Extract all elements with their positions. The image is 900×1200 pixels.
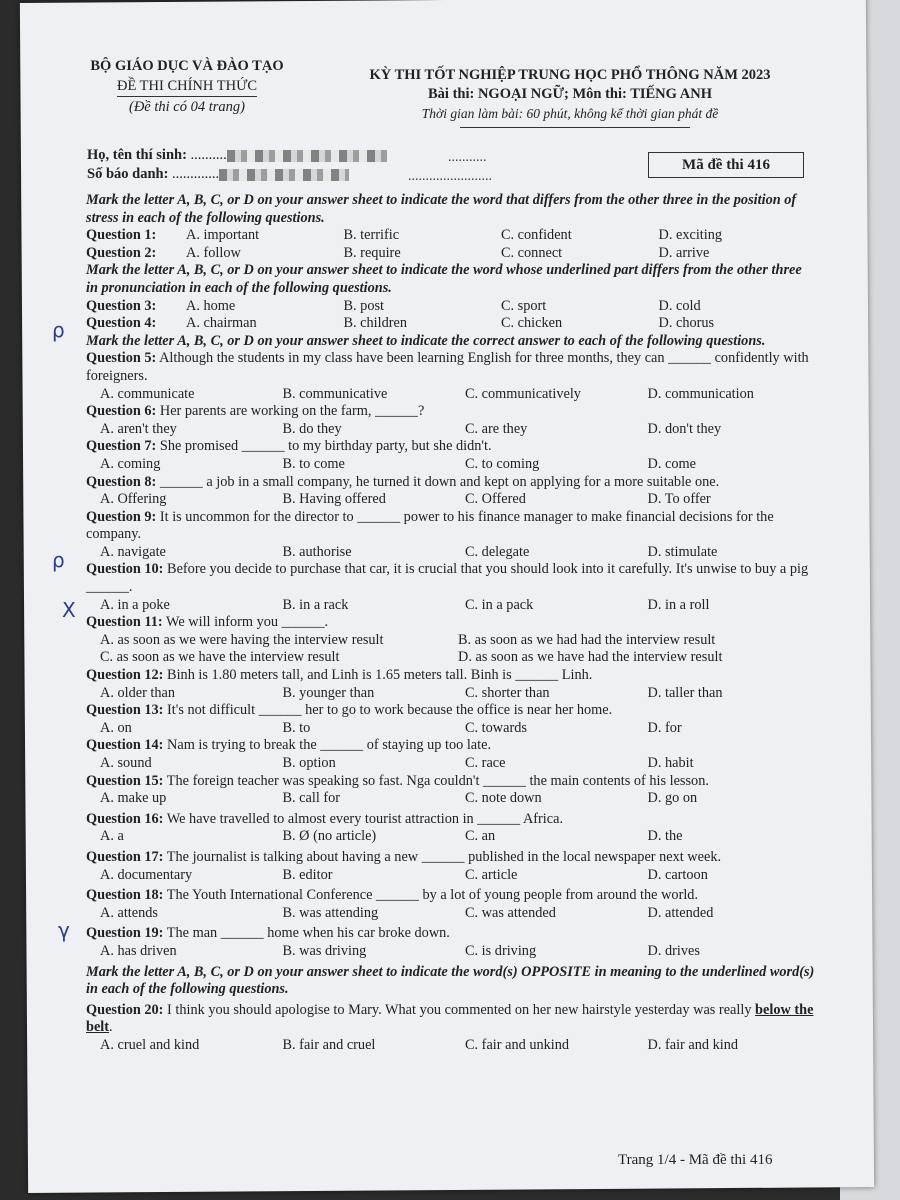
answer-option-d: D. communication: [647, 385, 754, 402]
question-row: [86, 298, 816, 316]
answer-option-a: A. documentary: [100, 866, 193, 883]
answer-option-d: D. come: [647, 455, 696, 472]
answer-option-d: D. stimulate: [647, 543, 718, 560]
question-block: [86, 350, 816, 403]
section3-instruction: Mark the letter A, B, C, or D on your answer sheet to indicate the correct answer to each of the following questions.: [86, 332, 766, 349]
answer-option-c: C. towards: [465, 719, 527, 736]
answer-option: D. chorus: [658, 315, 715, 332]
page-count: (Đề thi có 04 trang): [129, 99, 245, 115]
answer-option: D. exciting: [658, 227, 723, 244]
answer-option: C. connect: [501, 244, 563, 261]
answer-option: A. chairman: [186, 315, 257, 332]
question-label: Question 14:: [86, 737, 164, 754]
answer-option: C. confident: [501, 227, 572, 244]
answer-option-b: B. was driving: [282, 942, 367, 959]
question-label: Question 7:: [86, 438, 157, 455]
answer-option-b: B. call for: [282, 790, 341, 807]
question-label: Question 8:: [86, 473, 157, 490]
q20-option-b: B. fair and cruel: [282, 1036, 376, 1053]
handwritten-mark: γ: [58, 918, 70, 942]
question-text: We will inform you ______.: [166, 614, 329, 631]
answer-option: D. cold: [658, 297, 701, 314]
answer-option-b: B. in a rack: [282, 596, 349, 613]
question-text: It's not difficult ______ her to go to work because the office is near her home.: [167, 702, 613, 719]
q20-option-c: C. fair and unkind: [465, 1036, 570, 1053]
question-label: Question 11:: [86, 614, 163, 631]
question-text: The foreign teacher was speaking so fast. Nga couldn't ______ the main contents of his lesson.: [166, 772, 709, 789]
answer-option-a: A. Offering: [100, 491, 167, 508]
ministry-name: BỘ GIÁO DỤC VÀ ĐÀO TẠO: [90, 58, 284, 74]
question-block: [86, 887, 816, 925]
answer-option-d: D. go on: [647, 790, 698, 807]
question-label: Question 9:: [86, 508, 157, 525]
answer-option-b: B. to: [282, 719, 311, 736]
answer-option: C. sport: [501, 297, 547, 314]
answer-option-d: D. drives: [647, 942, 700, 959]
question-label: Question 10:: [86, 561, 164, 578]
exam-code-box: Mã đề thi 416: [648, 152, 804, 178]
answer-option-c: C. is driving: [465, 942, 537, 959]
answer-option-b: B. Having offered: [282, 491, 386, 508]
answer-option-c: C. note down: [465, 790, 542, 807]
answer-option-c: C. are they: [465, 420, 528, 437]
answer-option-a: A. as soon as we were having the interview result: [100, 631, 384, 648]
question-text: It is uncommon for the director to ______ power to his finance manager to make financial decisions for the company.: [86, 508, 774, 543]
question-label: Question 6:: [86, 403, 157, 420]
question-label: Question 3:: [86, 297, 157, 314]
answer-option-a: A. communicate: [100, 385, 195, 402]
question-label: Question 13:: [86, 702, 164, 719]
question-label: Question 15:: [86, 772, 164, 789]
question-text: The journalist is talking about having a new ______ published in the local newspaper next week.: [166, 848, 722, 865]
section1-questions: [86, 227, 816, 262]
answer-option-d: D. for: [647, 719, 682, 736]
question-label: Question 12:: [86, 667, 164, 684]
question-label: Question 1:: [86, 227, 157, 244]
question-block: [86, 811, 816, 849]
question-label: Question 5:: [86, 350, 157, 367]
answer-option-c: C. article: [465, 866, 518, 883]
name-label: Họ, tên thí sinh:: [87, 147, 187, 163]
answer-option: A. important: [186, 227, 260, 244]
exam-title: KỲ THI TỐT NGHIỆP TRUNG HỌC PHỔ THÔNG NĂM 2023: [369, 67, 771, 83]
question-label: Question 19:: [86, 925, 164, 942]
answer-option-b: B. do they: [282, 420, 342, 437]
answer-option-a: A. older than: [100, 684, 176, 701]
question-text: ______ a job in a small company, he turned it down and kept on applying for a more suitable one.: [159, 473, 720, 490]
question-block: [86, 925, 816, 963]
question-block: [86, 561, 816, 614]
section1-instruction: Mark the letter A, B, C, or D on your answer sheet to indicate the word that differs from the other three in the position of stress in each of the following questions.: [86, 192, 797, 226]
question-text: She promised ______ to my birthday party, but she didn't.: [159, 438, 492, 455]
official-label: ĐỀ THI CHÍNH THỨC: [82, 76, 292, 97]
question-label: Question 16:: [86, 810, 164, 827]
redacted-name: [227, 150, 387, 162]
section4-instruction: Mark the letter A, B, C, or D on your answer sheet to indicate the word(s) OPPOSITE in meaning to the underlined word(s) in each of the following questions.: [86, 963, 815, 998]
answer-option: B. post: [343, 297, 385, 314]
question-block: [86, 403, 816, 438]
answer-option-c: C. in a pack: [465, 596, 534, 613]
q20-option-a: A. cruel and kind: [100, 1036, 200, 1053]
answer-option: D. arrive: [658, 244, 710, 261]
answer-option-b: B. authorise: [282, 543, 352, 560]
answer-option: B. children: [343, 315, 408, 332]
answer-option-c: C. was attended: [465, 904, 556, 921]
answer-option-a: A. sound: [100, 755, 152, 771]
answer-option-c: C. Offered: [465, 491, 526, 508]
question-text: The man ______ home when his car broke down.: [166, 925, 450, 942]
question-20-options: [86, 1037, 816, 1055]
answer-option-d: D. in a roll: [647, 596, 710, 613]
answer-option-b: B. younger than: [282, 684, 375, 701]
exam-content: [86, 192, 816, 1055]
answer-option: A. follow: [186, 244, 241, 261]
answer-option-b: B. Ø (no article): [282, 828, 377, 845]
question-block: [86, 702, 816, 737]
answer-option-c: C. an: [465, 828, 496, 845]
answer-option: A. home: [186, 297, 236, 314]
answer-option-b: B. editor: [282, 866, 333, 883]
question-row: [86, 245, 816, 263]
answer-option-c: C. delegate: [465, 543, 530, 560]
answer-option-b: B. to come: [282, 455, 345, 472]
answer-option-b: B. as soon as we had had the interview result: [458, 631, 716, 648]
answer-option-b: B. communicative: [282, 385, 388, 402]
answer-option-d: D. To offer: [647, 491, 711, 508]
header-rule: [460, 127, 690, 128]
question-block: [86, 438, 816, 473]
answer-option-c: C. race: [465, 755, 506, 771]
answer-option-d: D. attended: [647, 904, 714, 921]
section2-questions: [86, 298, 816, 333]
header-right: [350, 66, 790, 123]
header-left: [82, 56, 292, 117]
redacted-id: [219, 169, 349, 181]
answer-option-a: A. coming: [100, 455, 161, 472]
question-text: We have travelled to almost every tourist attraction in ______ Africa.: [166, 810, 564, 827]
question-block: [86, 614, 816, 667]
q20-option-d: D. fair and kind: [647, 1036, 739, 1053]
question-20: Question 20: I think you should apologise to Mary. What you commented on her new hairstyle yesterday was really below the belt.: [86, 1001, 814, 1036]
question-label: Question 2:: [86, 244, 157, 261]
answer-option: B. terrific: [343, 227, 400, 244]
question-text: The Youth International Conference ______ by a lot of young people from around the world.: [166, 887, 699, 904]
answer-option-c: C. shorter than: [465, 684, 550, 701]
candidate-info: Họ, tên thí sinh: .......... Số báo danh: .............: [87, 146, 387, 184]
answer-option-a: A. make up: [100, 790, 167, 807]
page-footer: Trang 1/4 - Mã đề thi 416: [618, 1152, 773, 1168]
id-label: Số báo danh:: [87, 166, 169, 182]
answer-option-c: C. communicatively: [465, 385, 581, 402]
exam-time: Thời gian làm bài: 60 phút, không kể thời gian phát đề: [421, 106, 719, 121]
section2-instruction: Mark the letter A, B, C, or D on your answer sheet to indicate the word whose underlined part differs from the other three in pronunciation in each of the following questions.: [86, 262, 802, 296]
question-label: Question 18:: [86, 887, 164, 904]
question-label: Question 17:: [86, 848, 164, 865]
answer-option-b: B. was attending: [282, 904, 379, 921]
answer-option-b: B. option: [282, 755, 336, 771]
answer-option-a: A. attends: [100, 904, 158, 921]
question-block: [86, 773, 816, 811]
answer-option-a: A. has driven: [100, 942, 177, 959]
section3-questions: [86, 350, 816, 963]
answer-option-d: D. habit: [647, 755, 694, 771]
answer-option-c: C. to coming: [465, 455, 540, 472]
question-block: [86, 737, 816, 772]
question-block: [86, 509, 816, 562]
answer-option-a: A. aren't they: [100, 420, 177, 437]
answer-option-c: C. as soon as we have the interview result: [100, 649, 340, 666]
answer-option-a: A. a: [100, 828, 124, 845]
handwritten-mark: X: [62, 598, 76, 622]
answer-option-a: A. on: [100, 719, 132, 736]
answer-option-d: D. cartoon: [647, 866, 708, 883]
exam-subject: Bài thi: NGOẠI NGỮ; Môn thi: TIẾNG ANH: [428, 86, 712, 102]
answer-option-d: D. taller than: [647, 684, 723, 701]
answer-option-a: A. in a poke: [100, 596, 170, 613]
candidate-dots: ........... ........................: [408, 150, 492, 184]
answer-option: B. require: [343, 244, 401, 261]
question-block: [86, 849, 816, 887]
underlined-phrase: below the belt: [86, 1001, 814, 1036]
answer-option-a: A. navigate: [100, 543, 166, 560]
answer-option-d: D. the: [647, 828, 683, 845]
question-text: Her parents are working on the farm, ______?: [159, 403, 425, 420]
question-label: Question 4:: [86, 315, 157, 332]
handwritten-mark: ρ: [52, 548, 65, 572]
handwritten-mark: ρ: [52, 318, 65, 342]
question-text: Nam is trying to break the ______ of staying up too late.: [167, 737, 492, 754]
question-row: [86, 315, 816, 333]
answer-option-d: D. don't they: [647, 420, 722, 437]
question-row: [86, 227, 816, 245]
question-text: Binh is 1.80 meters tall, and Linh is 1.65 meters tall. Binh is ______ Linh.: [167, 667, 593, 684]
answer-option-d: D. as soon as we have had the interview result: [458, 649, 723, 666]
answer-option: C. chicken: [501, 315, 563, 332]
question-text: Before you decide to purchase that car, it is crucial that you should look into it carefully. It's unwise to buy a pig ______.: [86, 561, 809, 596]
question-block: [86, 667, 816, 702]
question-text: Although the students in my class have been learning English for three months, they can ______ confidently with foreigners.: [86, 350, 809, 384]
question-block: [86, 474, 816, 509]
